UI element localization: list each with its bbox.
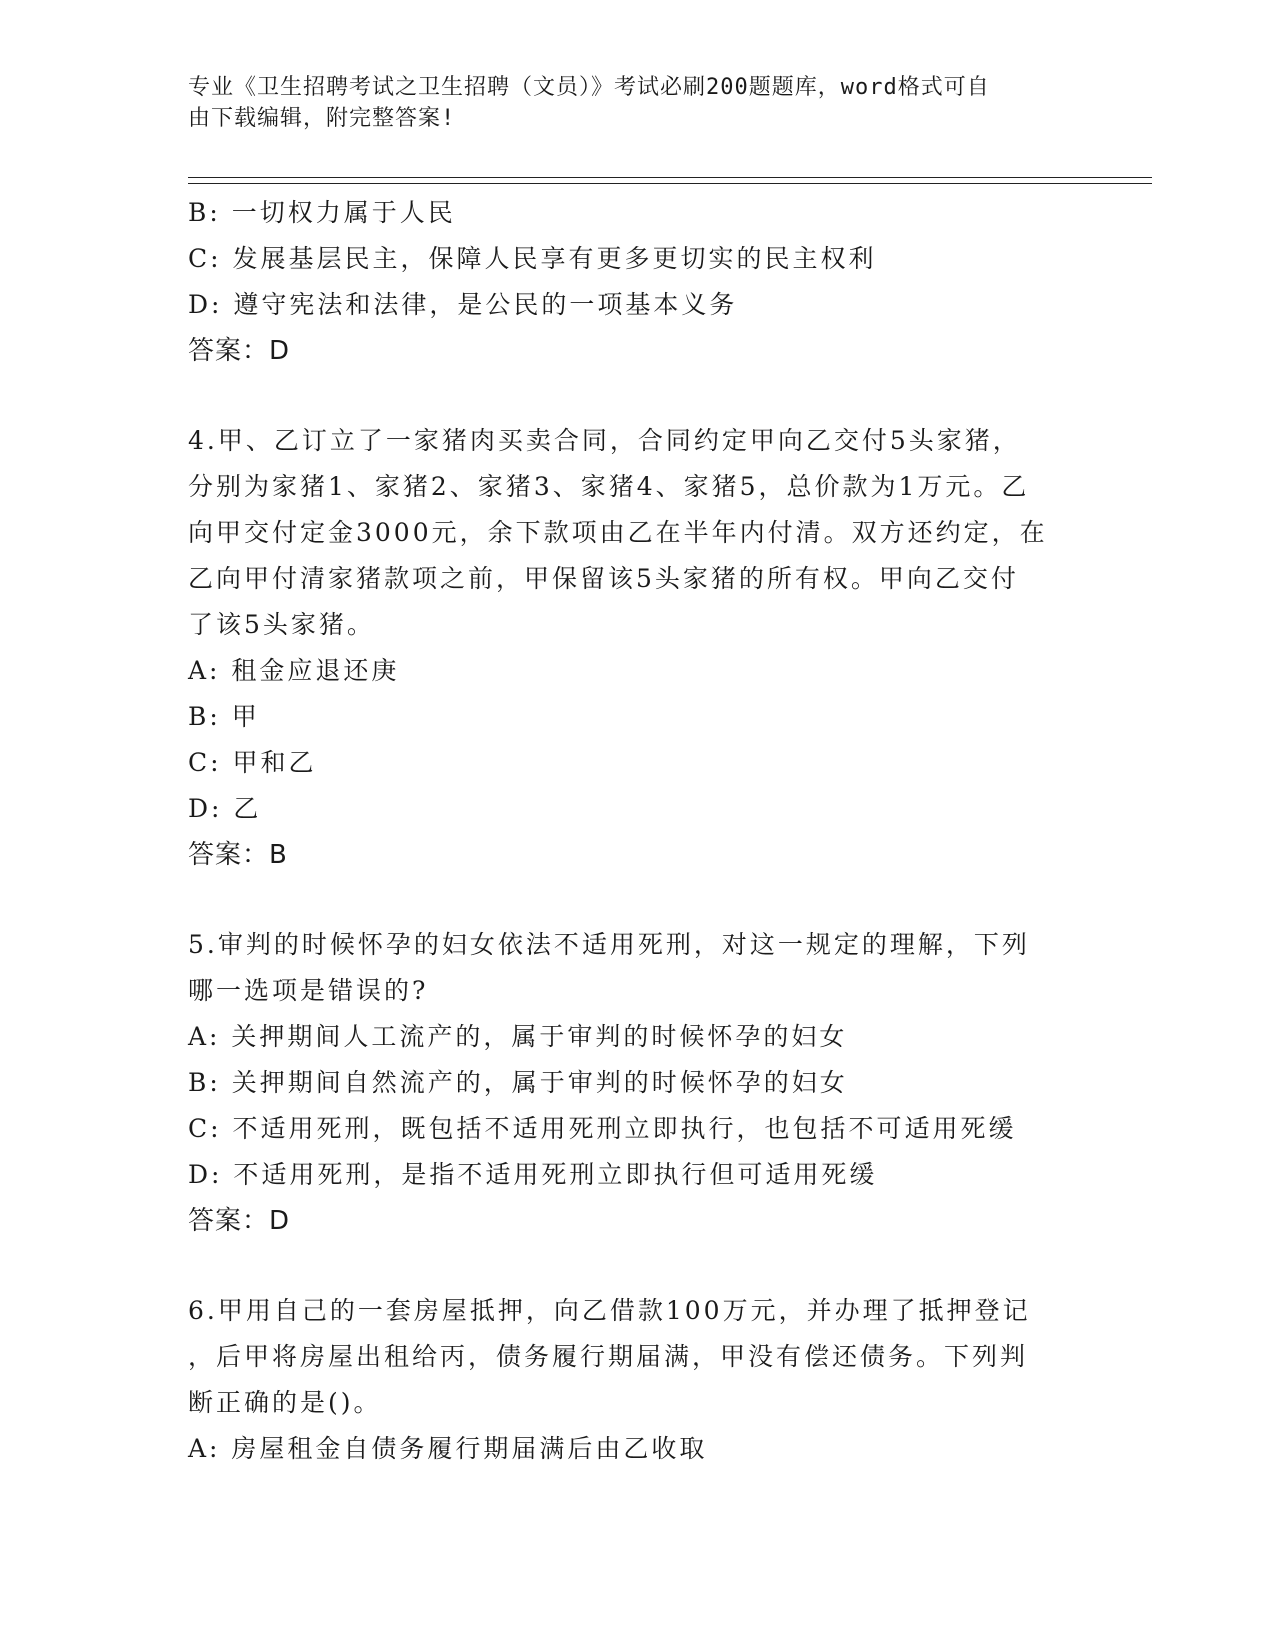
stem-line: 乙向甲付清家猪款项之前，甲保留该5头家猪的所有权。甲向乙交付 [188,564,1019,593]
header-line: 专业《卫生招聘考试之卫生招聘（文员）》考试必刷200题题库，word格式可自 [188,75,990,100]
spacer [188,878,1088,922]
question-6 [188,1288,1088,1472]
option-c: C: 不适用死刑，既包括不适用死刑立即执行，也包括不可适用死缓 [188,1114,1017,1143]
option-b: B: 关押期间自然流产的，属于审判的时候怀孕的妇女 [188,1068,848,1097]
option-d: D: 遵守宪法和法律，是公民的一项基本义务 [188,290,738,319]
option-b: B: 甲 [188,702,260,731]
question-list [188,190,1088,1472]
question-stem [188,418,1078,648]
stem-line: 6.甲用自己的一套房屋抵押，向乙借款100万元，并办理了抵押登记 [188,1296,1031,1325]
header-divider [188,183,1152,184]
question-4 [188,418,1088,878]
stem-line: 哪一选项是错误的? [188,976,429,1005]
option-a: A: 关押期间人工流产的，属于审判的时候怀孕的妇女 [188,1022,848,1051]
stem-line: 5.审判的时候怀孕的妇女依法不适用死刑，对这一规定的理解，下列 [188,930,1030,959]
answer-line: 答案：B [188,840,288,870]
question-5 [188,922,1088,1244]
stem-line: 4.甲、乙订立了一家猪肉买卖合同，合同约定甲向乙交付5头家猪， [188,426,1021,455]
option-c: C: 发展基层民主，保障人民享有更多更切实的民主权利 [188,244,877,273]
question-3 [188,190,1088,374]
question-stem [188,922,1078,1014]
stem-line: 断正确的是()。 [188,1388,382,1417]
option-a: A: 租金应退还庚 [188,656,400,685]
question-stem [188,1288,1078,1426]
spacer [188,374,1088,418]
option-b: B: 一切权力属于人民 [188,198,456,227]
stem-line: 分别为家猪1、家猪2、家猪3、家猪4、家猪5，总价款为1万元。乙 [188,472,1030,501]
stem-line: 了该5头家猪。 [188,610,375,639]
header-divider [188,177,1152,178]
option-d: D: 乙 [188,794,262,823]
answer-line: 答案：D [188,336,291,366]
stem-line: 向甲交付定金3000元，余下款项由乙在半年内付清。双方还约定，在 [188,518,1048,547]
header-line: 由下载编辑，附完整答案! [188,106,456,131]
answer-line: 答案：D [188,1206,291,1236]
spacer [188,1244,1088,1288]
document-header [188,72,1068,134]
option-d: D: 不适用死刑，是指不适用死刑立即执行但可适用死缓 [188,1160,878,1189]
option-a: A: 房屋租金自债务履行期届满后由乙收取 [188,1434,708,1463]
option-c: C: 甲和乙 [188,748,317,777]
stem-line: ，后甲将房屋出租给丙，债务履行期届满，甲没有偿还债务。下列判 [188,1342,1029,1371]
